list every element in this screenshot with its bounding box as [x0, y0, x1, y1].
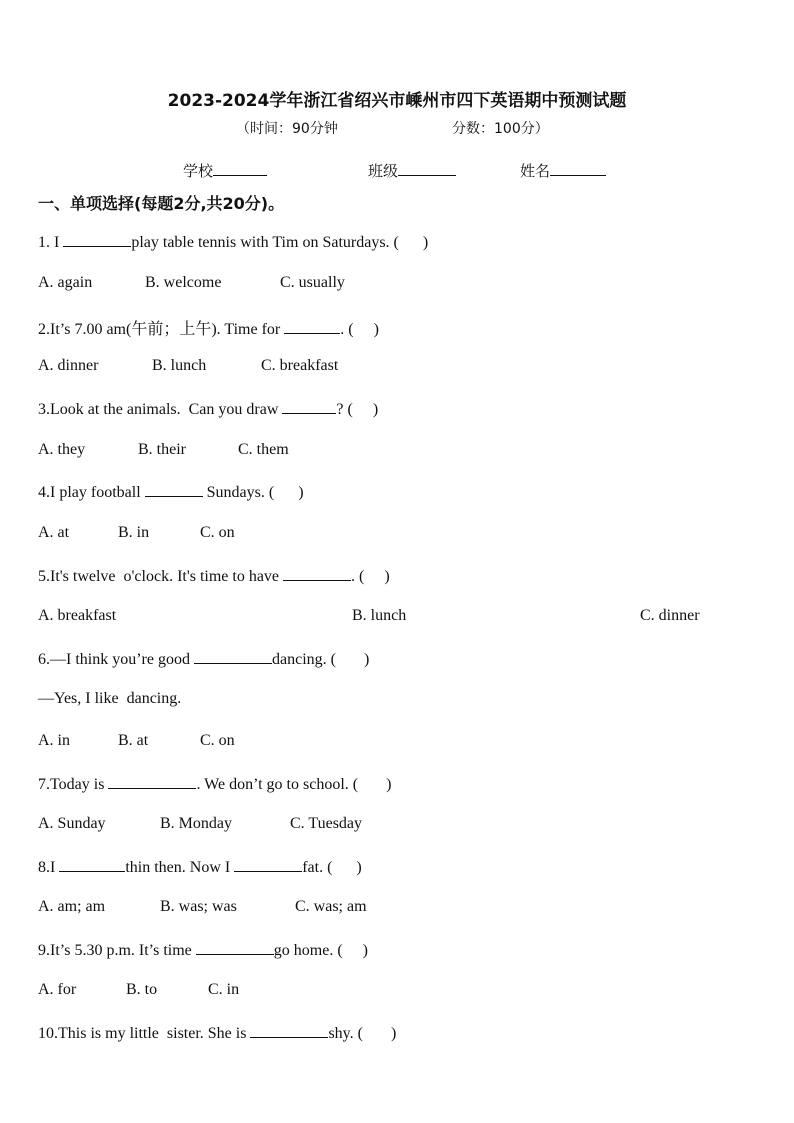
question-10: 10.This is my little sister. She is shy. ( ) — [38, 1025, 397, 1042]
answer-blank-2[interactable] — [234, 857, 302, 872]
question-6: 6.—I think you’re good dancing. ( ) — [38, 651, 370, 668]
option-c[interactable]: C. was; am — [295, 898, 367, 915]
name-field[interactable] — [520, 160, 606, 181]
option-a[interactable]: A. dinner — [38, 357, 99, 374]
class-field[interactable] — [368, 160, 456, 181]
option-a[interactable]: A. Sunday — [38, 815, 106, 832]
answer-blank[interactable] — [63, 232, 131, 247]
question-7: 7.Today is . We don’t go to school. ( ) — [38, 776, 392, 793]
option-b[interactable]: B. in — [118, 524, 150, 541]
option-c[interactable]: C. in — [208, 981, 240, 998]
school-blank[interactable] — [213, 161, 267, 176]
option-a[interactable]: A. am; am — [38, 898, 106, 915]
question-1: 1. I play table tennis with Tim on Saturdays. ( ) — [38, 234, 429, 251]
exam-score: 分数：100分） — [452, 121, 549, 137]
answer-blank[interactable] — [284, 319, 340, 334]
question-9: 9.It’s 5.30 p.m. It’s time go home. ( ) — [38, 942, 368, 959]
question-2: 2.It’s 7.00 am(午前；上午). Time for . ( ) — [38, 321, 379, 338]
option-c[interactable]: C. on — [200, 524, 235, 541]
option-a[interactable]: A. breakfast — [38, 607, 117, 624]
section-heading: 一、单项选择(每题2分,共20分)。 — [38, 194, 285, 213]
option-c[interactable]: C. Tuesday — [290, 815, 363, 832]
option-a[interactable]: A. again — [38, 274, 93, 291]
option-a[interactable]: A. for — [38, 981, 77, 998]
question-6-reply: —Yes, I like dancing. — [38, 690, 182, 707]
option-b[interactable]: B. to — [126, 981, 158, 998]
option-b[interactable]: B. Monday — [160, 815, 232, 832]
school-label: 学校 — [183, 162, 214, 180]
option-c[interactable]: C. usually — [280, 274, 345, 291]
class-blank[interactable] — [398, 161, 456, 176]
question-5: 5.It's twelve o'clock. It's time to have . ( ) — [38, 568, 390, 585]
answer-blank[interactable] — [282, 399, 336, 414]
option-b[interactable]: B. was; was — [160, 898, 237, 915]
question-3: 3.Look at the animals. Can you draw ? ( ) — [38, 401, 379, 418]
answer-blank[interactable] — [194, 649, 272, 664]
option-c[interactable]: C. them — [238, 441, 289, 458]
name-label: 姓名 — [520, 162, 551, 180]
page-title: 2023-2024学年浙江省绍兴市嵊州市四下英语期中预测试题 — [167, 91, 627, 111]
answer-blank[interactable] — [196, 940, 274, 955]
name-blank[interactable] — [550, 161, 606, 176]
answer-blank[interactable] — [145, 482, 203, 497]
class-label: 班级 — [368, 162, 399, 180]
option-b[interactable]: B. lunch — [152, 357, 207, 374]
answer-blank[interactable] — [283, 566, 351, 581]
school-field[interactable] — [183, 160, 267, 181]
answer-blank[interactable] — [59, 857, 125, 872]
option-c[interactable]: C. breakfast — [261, 357, 339, 374]
exam-time: （时间：90分钟 — [236, 121, 338, 137]
option-c[interactable]: C. dinner — [640, 607, 700, 624]
question-4: 4.I play football Sundays. ( ) — [38, 484, 304, 501]
answer-blank[interactable] — [108, 774, 196, 789]
question-8: 8.I thin then. Now I fat. ( ) — [38, 859, 362, 876]
option-b[interactable]: B. lunch — [352, 607, 407, 624]
option-b[interactable]: B. welcome — [145, 274, 222, 291]
option-a[interactable]: A. they — [38, 441, 86, 458]
answer-blank[interactable] — [250, 1023, 328, 1038]
option-b[interactable]: B. at — [118, 732, 149, 749]
option-a[interactable]: A. in — [38, 732, 70, 749]
option-c[interactable]: C. on — [200, 732, 235, 749]
option-a[interactable]: A. at — [38, 524, 70, 541]
option-b[interactable]: B. their — [138, 441, 186, 458]
